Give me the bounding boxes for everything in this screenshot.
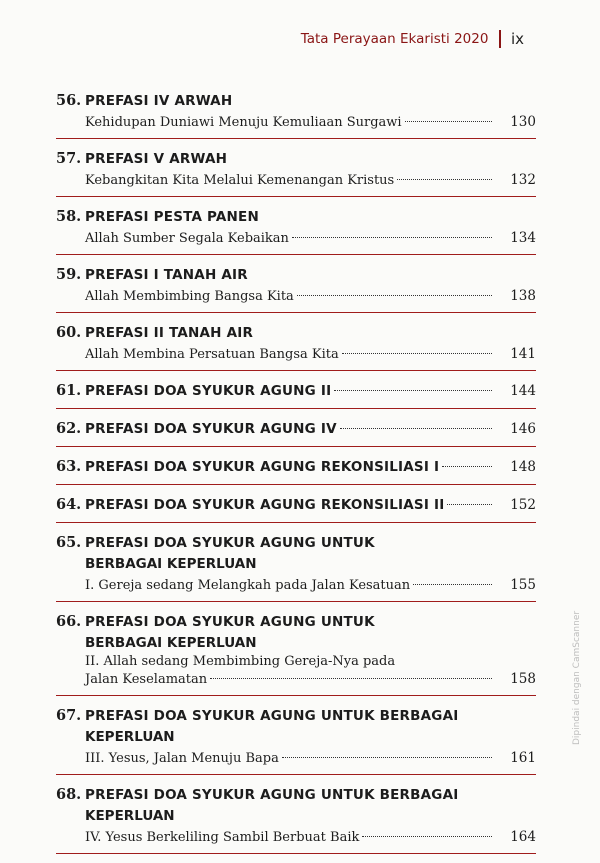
entry-subtitle-row (56, 170, 536, 191)
entry-title: PREFASI DOA SYUKUR AGUNG REKONSILIASI I (85, 459, 440, 475)
dot-leader (210, 678, 492, 679)
entry-heading-row (56, 456, 536, 478)
entry-title: PREFASI DOA SYUKUR AGUNG UNTUK (85, 614, 375, 630)
toc-entry[interactable] (56, 322, 536, 371)
entry-page-number: 141 (510, 346, 536, 362)
entry-title: PREFASI DOA SYUKUR AGUNG UNTUK (85, 535, 375, 551)
dot-leader (442, 466, 492, 467)
entry-page-number: 130 (510, 114, 536, 130)
entry-title-continued: KEPERLUAN (85, 729, 175, 745)
toc-entry[interactable] (56, 418, 536, 447)
entry-heading-row (56, 148, 536, 170)
dot-leader (397, 179, 492, 180)
entry-heading-row (56, 784, 536, 806)
entry-subtitle-row (56, 344, 536, 365)
entry-subtitle: Allah Membina Persatuan Bangsa Kita (85, 347, 339, 362)
entry-subtitle: I. Gereja sedang Melangkah pada Jalan Kesatuan (85, 578, 411, 593)
entry-subtitle: IV. Yesus Berkeliling Sambil Berbuat Baik (85, 830, 360, 845)
entry-number: 67. (56, 707, 82, 724)
toc-entry[interactable] (56, 90, 536, 139)
entry-heading-row (56, 532, 536, 554)
entry-subtitle-continued: Jalan Keselamatan (85, 672, 208, 687)
dot-leader (362, 836, 492, 837)
entry-subtitle-row (56, 748, 536, 769)
entry-title: PREFASI DOA SYUKUR AGUNG IV (85, 421, 337, 437)
entry-page-number: 161 (510, 750, 536, 766)
toc-entry[interactable] (56, 456, 536, 485)
entry-title-continued: BERBAGAI KEPERLUAN (85, 635, 257, 651)
entry-title: PREFASI IV ARWAH (85, 93, 233, 109)
entry-heading-row (56, 322, 536, 344)
table-of-contents (56, 90, 536, 863)
entry-page-number: 138 (510, 288, 536, 304)
toc-entry[interactable] (56, 206, 536, 255)
toc-entry[interactable] (56, 264, 536, 313)
entry-page-number: 148 (510, 459, 536, 475)
entry-title: PREFASI DOA SYUKUR AGUNG UNTUK BERBAGAI (85, 787, 459, 803)
entry-number: 65. (56, 534, 82, 551)
entry-number: 62. (56, 420, 82, 437)
entry-number: 60. (56, 324, 82, 341)
entry-page-number: 134 (510, 230, 536, 246)
entry-heading-row (56, 418, 536, 440)
entry-number: 56. (56, 92, 82, 109)
dot-leader (447, 504, 492, 505)
entry-title: PREFASI DOA SYUKUR AGUNG II (85, 383, 332, 399)
dot-leader (340, 428, 492, 429)
entry-title: PREFASI I TANAH AIR (85, 267, 248, 283)
toc-entry[interactable] (56, 611, 536, 696)
toc-entry[interactable] (56, 380, 536, 409)
dot-leader (413, 584, 492, 585)
entry-page-number: 158 (510, 671, 536, 687)
entry-subtitle-row (56, 669, 536, 690)
dot-leader (297, 295, 492, 296)
entry-subtitle-row (56, 575, 536, 596)
entry-subtitle: Kebangkitan Kita Melalui Kemenangan Kristus (85, 173, 395, 188)
entry-title: PREFASI II TANAH AIR (85, 325, 254, 341)
entry-title: PREFASI V ARWAH (85, 151, 228, 167)
entry-subtitle: III. Yesus, Jalan Menuju Bapa (85, 751, 279, 766)
entry-page-number: 144 (510, 383, 536, 399)
toc-entry[interactable] (56, 784, 536, 854)
entry-number: 59. (56, 266, 82, 283)
entry-number: 63. (56, 458, 82, 475)
entry-number: 57. (56, 150, 82, 167)
entry-page-number: 152 (510, 497, 536, 513)
book-title: Tata Perayaan Ekaristi 2020 (300, 31, 489, 47)
entry-number: 66. (56, 613, 82, 630)
running-header (301, 30, 524, 48)
entry-title: PREFASI DOA SYUKUR AGUNG UNTUK BERBAGAI (85, 708, 459, 724)
entry-heading-row (56, 206, 536, 228)
dot-leader (292, 237, 492, 238)
dot-leader (282, 757, 492, 758)
toc-entry[interactable] (56, 148, 536, 197)
entry-subtitle: Allah Sumber Segala Kebaikan (85, 231, 289, 246)
entry-subtitle-row (56, 228, 536, 249)
entry-page-number: 146 (510, 421, 536, 437)
toc-entry[interactable] (56, 705, 536, 775)
entry-heading-row (56, 705, 536, 727)
entry-number: 68. (56, 786, 82, 803)
entry-title: PREFASI DOA SYUKUR AGUNG REKONSILIASI II (85, 497, 445, 513)
header-divider (499, 30, 501, 48)
entry-subtitle-row (56, 827, 536, 848)
entry-subtitle: II. Allah sedang Membimbing Gereja-Nya pada (85, 654, 396, 669)
dot-leader (342, 353, 492, 354)
scanner-watermark: Dipindai dengan CamScanner (572, 610, 582, 745)
entry-subtitle-row (56, 286, 536, 307)
toc-entry[interactable] (56, 494, 536, 523)
toc-entry[interactable] (56, 532, 536, 602)
entry-number: 64. (56, 496, 82, 513)
entry-page-number: 164 (510, 829, 536, 845)
entry-page-number: 132 (510, 172, 536, 188)
entry-heading-row (56, 264, 536, 286)
entry-subtitle-row (56, 112, 536, 133)
entry-subtitle: Allah Membimbing Bangsa Kita (85, 289, 294, 304)
entry-heading-row (56, 611, 536, 633)
entry-heading-row (56, 90, 536, 112)
entry-number: 58. (56, 208, 82, 225)
entry-heading-row (56, 494, 536, 516)
entry-subtitle: Kehidupan Duniawi Menuju Kemuliaan Surgawi (85, 115, 402, 130)
entry-title: PREFASI PESTA PANEN (85, 209, 259, 225)
entry-title-continued: BERBAGAI KEPERLUAN (85, 556, 257, 572)
entry-page-number: 155 (510, 577, 536, 593)
dot-leader (334, 390, 492, 391)
entry-title-continued: KEPERLUAN (85, 808, 175, 824)
page-number: ix (510, 30, 524, 48)
entry-number: 61. (56, 382, 82, 399)
dot-leader (405, 121, 492, 122)
entry-heading-row (56, 380, 536, 402)
